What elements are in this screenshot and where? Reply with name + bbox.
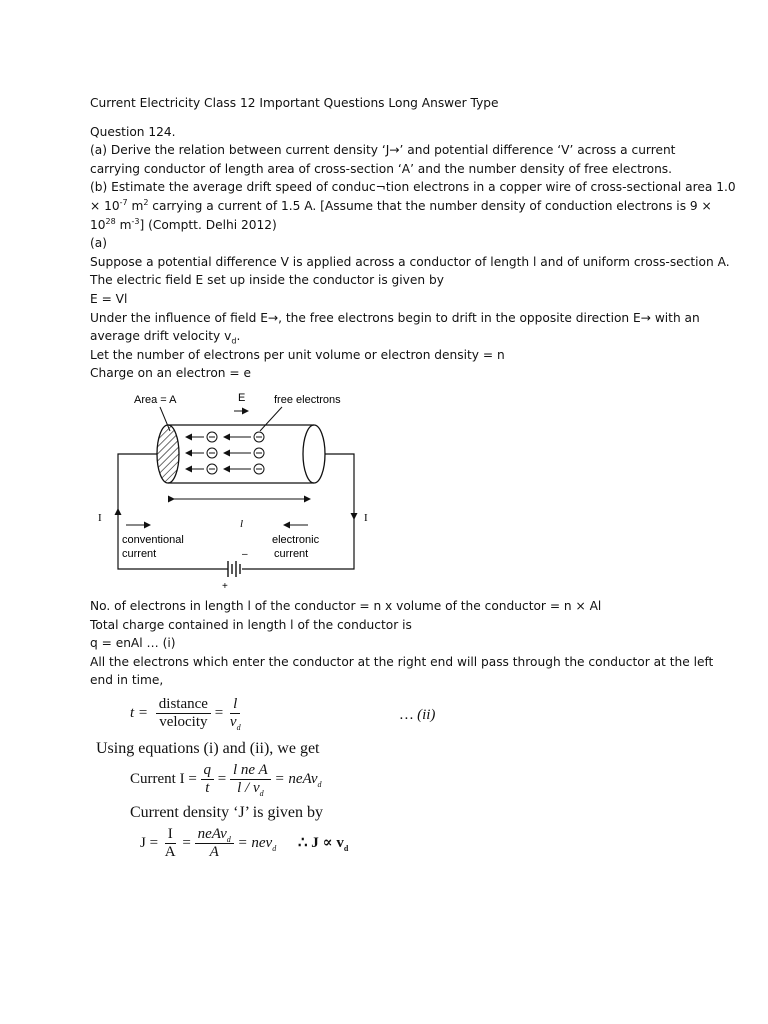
answer-line: end in time, <box>90 673 164 688</box>
length-label: l <box>240 517 244 530</box>
conductor-diagram <box>98 391 384 592</box>
field-label: E <box>238 391 246 404</box>
electronic-label-2: current <box>274 547 309 560</box>
electronic-label-1: electronic <box>272 533 320 546</box>
using-equations-text: Using equations (i) and (ii), we get <box>96 739 320 757</box>
question-line: (a) Derive the relation between current density ‘J→’ and potential difference ‘V’ across a current <box>90 143 676 158</box>
answer-line: The electric field E set up inside the conductor is given by <box>90 273 444 288</box>
electrons <box>186 432 264 474</box>
question-line: $10^{28}$ $m^{-3}$] (Comptt. Delhi 2012) <box>90 216 277 232</box>
battery-minus: – <box>242 548 248 560</box>
conductor-diagram-svg <box>98 391 384 592</box>
answer-line: E = Vl <box>90 291 128 306</box>
area-label: Area = A <box>134 393 177 406</box>
answer-line: q = enAl … (i) <box>90 636 176 651</box>
cylinder-left-face <box>157 425 179 483</box>
question-line: (b) Estimate the average drift speed of conduc¬tion electrons in a copper wire of cross-sectional area 1.0 <box>90 180 736 195</box>
current-equation: Current I = $\frac{q}{t}$ = $\frac{\text{l ne A}}{l / v_d}$ = neAv$_d$ <box>130 761 322 798</box>
conventional-label-2: current <box>122 547 157 560</box>
answer-line: All the electrons which enter the conductor at the right end will pass through the conductor at the left <box>90 654 714 669</box>
answer-line: No. of electrons in length l of the conductor = n x volume of the conductor = n × Al <box>90 598 602 613</box>
answer-line: Under the influence of field E→, the free electrons begin to drift in the opposite direction E→ with an <box>90 310 700 325</box>
derivation-equations <box>90 696 690 886</box>
conventional-label-1: conventional <box>122 533 184 546</box>
document-title: Current Electricity Class 12 Important Questions Long Answer Type <box>90 96 499 110</box>
current-left-label: I <box>98 511 102 524</box>
answer-label: (a) <box>90 236 107 251</box>
question-line: × $10^{-7}$ $m^2$ carrying a current of 1.5 A. [Assume that the number density of conduction electrons is 9 × <box>90 197 712 213</box>
time-equation: t = $\frac{\text{distance}}{\text{velocity}}$ = $\frac{l}{v_d}$ <box>130 695 241 732</box>
question-number: Question 124. <box>90 124 176 139</box>
free-pointer <box>260 407 282 431</box>
answer-line: Total charge contained in length l of the conductor is <box>90 617 412 632</box>
document-page <box>90 94 736 886</box>
question-line: carrying conductor of length area of cross-section ‘A’ and the number density of free electrons. <box>90 161 673 176</box>
answer-line: Let the number of electrons per unit volume or electron density = n <box>90 347 505 362</box>
cylinder-right-face <box>303 425 325 483</box>
equation-number: … (ii) <box>400 706 436 723</box>
current-density-text: Current density ‘J’ is given by <box>130 803 324 821</box>
battery-icon <box>228 561 240 577</box>
free-electrons-label: free electrons <box>274 393 341 406</box>
answer-line: average drift velocity $v_d$. <box>90 329 241 346</box>
answer-line: Charge on an electron = e <box>90 366 251 381</box>
battery-plus: + <box>222 580 228 592</box>
density-equation: J = $\frac{I}{A}$ = $\frac{neAv_d}{A}$ = nev$_d$ ∴ $J \propto v_d$ <box>140 825 349 860</box>
current-right-label: I <box>364 511 368 524</box>
answer-line: Suppose a potential difference V is applied across a conductor of length l and of uniform cross-section A. <box>90 254 730 269</box>
